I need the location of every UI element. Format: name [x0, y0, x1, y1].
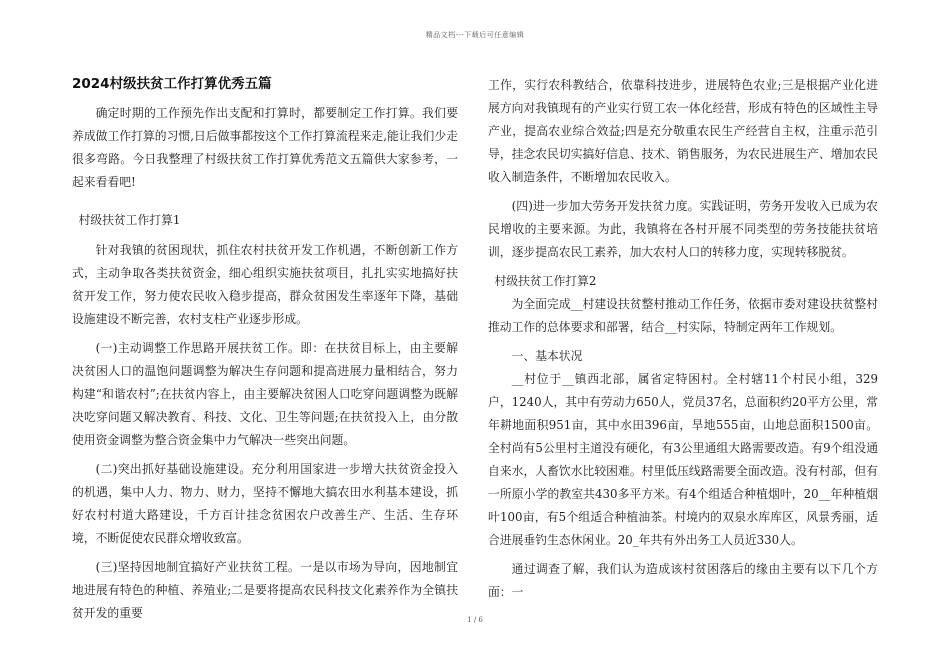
plan1-paragraph-item-3-continued: 工作，实行农科教结合，依靠科技进步，进展特色农业;三是根据产业化进展方向对我镇现有的产业实行贸工农一体化经营，形成有特色的区域性主导产业，提高农业综合效益;四是充分敬重农民生产经营自主权，注重示范引导，挂念农民切实搞好信息、技术、销售服务，为农民进展生产、增加农民收入制造条件，不断增加农民收入。: [488, 78, 878, 184]
page-number: 1 / 6: [467, 616, 483, 624]
plan2-intro-paragraph: 为全面完成__村建设扶贫整村推动工作任务，依据市委对建设扶贫整村推动工作的总体要求和部署，结合__村实际，特制定两年工作规划。: [488, 297, 878, 334]
plan1-paragraph-item-1: (一)主动调整工作思路开展扶贫工作。即：在扶贫目标上，由主要解决贫困人口的温饱问题调整为解决生存问题和提高进展力量相结合，努力构建“和谐农村”;在扶贫内容上，由主要解决贫困人口吃穿问题调整为既解决吃穿问题又解决教育、科技、文化、卫生等问题;在扶贫投入上，由分散使用资金调整为整合资金集中力气解决一些突出问题。: [72, 341, 458, 447]
plan2-subheading-basic-status: 一、基本状况: [511, 349, 583, 363]
document-title: 2024村级扶贫工作打算优秀五篇: [72, 76, 272, 92]
left-column: [72, 74, 458, 625]
plan2-basic-status-paragraph: __村位于__镇西北部，属省定特困村。全村辖11个村民小组，329户，1240人，其中有劳动力650人，党员37名，总面积约20平方公里，常年耕地面积951亩，其中水田396亩，旱地555亩，山地总面积1500亩。全村尚有5公里村主道没有硬化，有3公里通组大路需要改造。有9个组没通自来水，人畜饮水比较困难。村里低压线路需要全面改造。没有村部，但有一所原小学的教室共430多平方米。有4个组适合种植烟叶，20__年种植烟叶100亩，有5个组适合种植油茶。村境内的双泉水库库区，风景秀丽，适合进展垂钓生态休闲业。20_年共有外出务工人员近330人。: [488, 372, 878, 547]
plan1-paragraph-overview: 针对我镇的贫困现状，抓住农村扶贫开发工作机遇，不断创新工作方式，主动争取各类扶贫资金，细心组织实施扶贫项目，扎扎实实地搞好扶贫开发工作，努力使农民收入稳步提高，群众贫困发生率逐年下降，基础设施建设不断完善，农村支柱产业逐步形成。: [72, 243, 458, 326]
page-header: 精品文档---下载后可任意编辑: [425, 31, 525, 39]
plan1-paragraph-item-4: (四)进一步加大劳务开发扶贫力度。实践证明，劳务开发收入已成为农民增收的主要来源。为此，我镇将在各村开展不同类型的劳务技能扶贫培训，逐步提高农民工素养，加大农村人口的转移力度，实现转移脱贫。: [488, 199, 878, 259]
intro-paragraph: 确定时期的工作预先作出支配和打算时，都要制定工作打算。我们要养成做工作打算的习惯,日后做事都按这个工作打算流程来走,能让我们少走很多弯路。今日我整理了村级扶贫工作打算优秀范文五篇供大家参考，一起来看看吧!: [72, 106, 458, 189]
plan2-survey-paragraph: 通过调查了解，我们认为造成该村贫困落后的缘由主要有以下几个方面：一: [488, 562, 878, 599]
section-heading-plan-2: 村级扶贫工作打算2: [494, 274, 597, 288]
right-column: [488, 74, 878, 604]
section-heading-plan-1: 村级扶贫工作打算1: [78, 213, 181, 227]
plan1-paragraph-item-3: (三)坚持因地制宜搞好产业扶贫工程。一是以市场为导向，因地制宜地进展有特色的种植、养殖业;二是要将提高农民科技文化素养作为全镇扶贫开发的重要: [72, 560, 458, 620]
plan1-paragraph-item-2: (二)突出抓好基础设施建设。充分利用国家进一步增大扶贫资金投入的机遇，集中人力、物力、财力，坚持不懈地大搞农田水利基本建设，抓好农村村道大路建设，千方百计挂念贫困农户改善生产、生活、生存环境，不断促使农民群众增收致富。: [72, 462, 458, 545]
